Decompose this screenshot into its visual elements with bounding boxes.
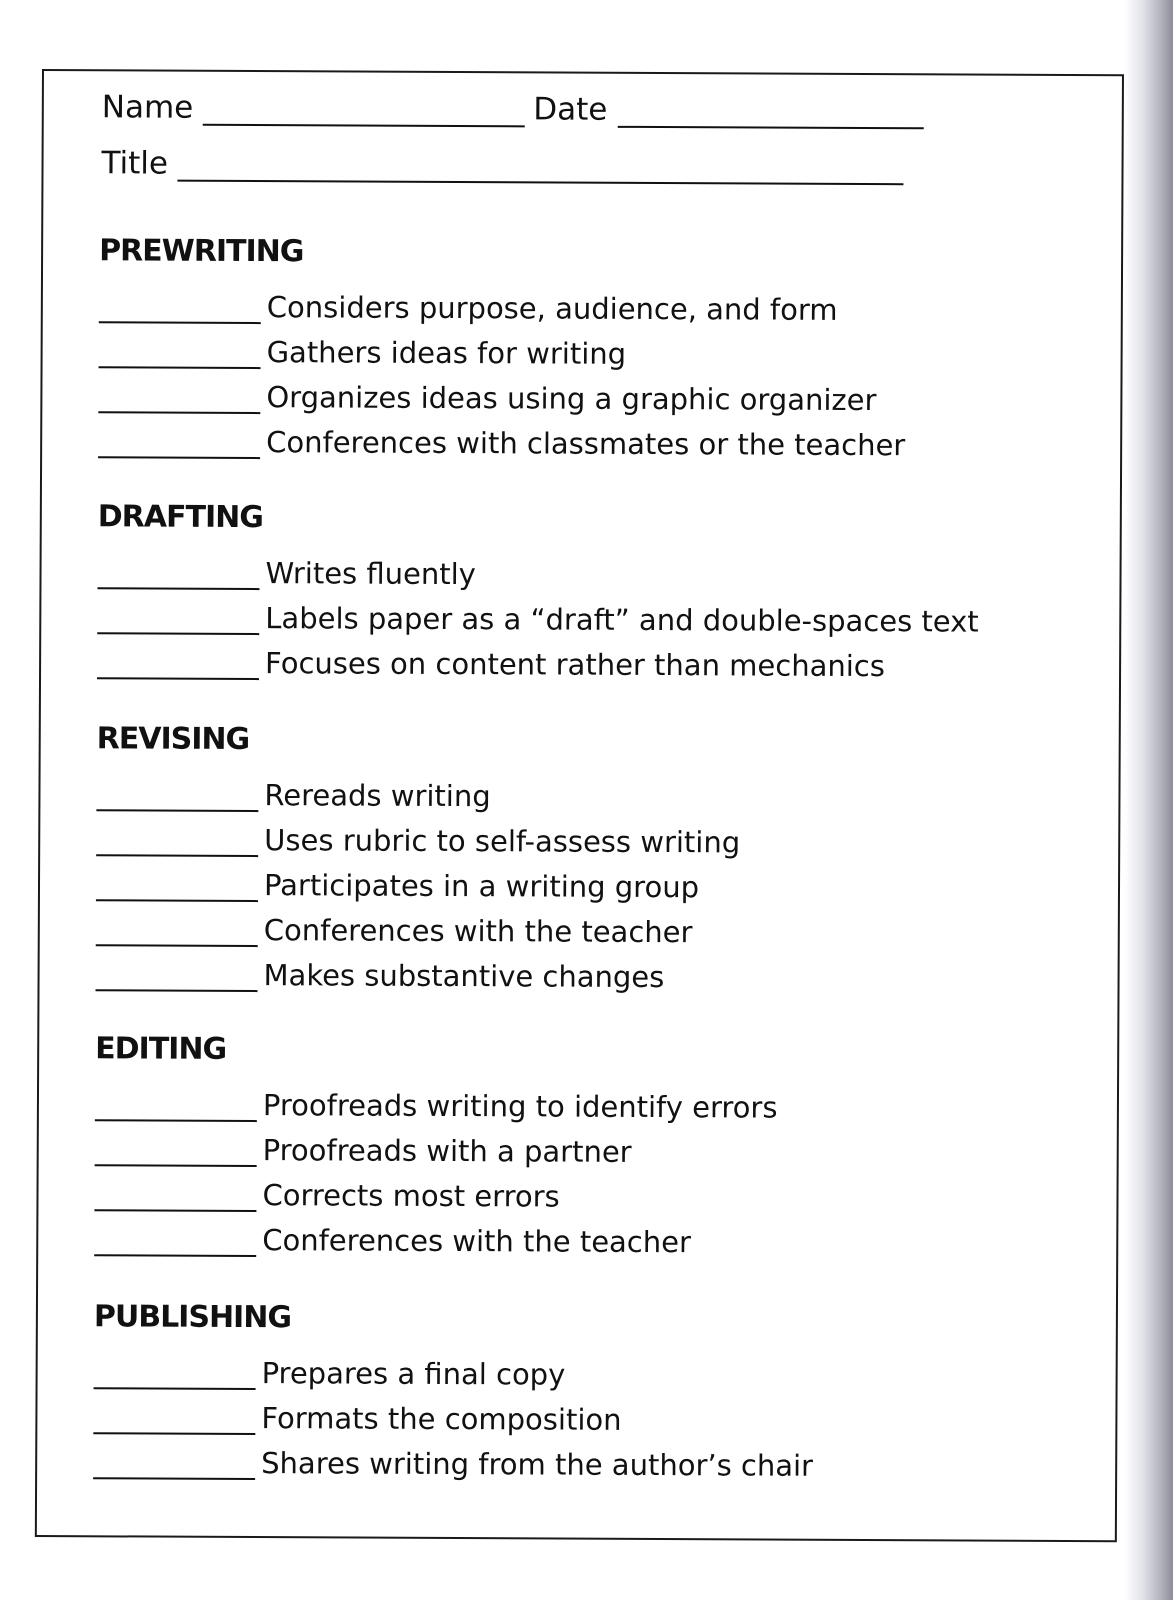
- score-blank[interactable]: [97, 647, 259, 680]
- item-label: Organizes ideas using a graphic organizer: [266, 380, 877, 418]
- list-item: [96, 901, 740, 949]
- list-item: [96, 766, 740, 814]
- score-blank[interactable]: [94, 1179, 256, 1212]
- score-blank[interactable]: [99, 336, 261, 369]
- score-blank[interactable]: [97, 557, 259, 590]
- date-label: Date: [533, 91, 608, 128]
- section-title: DRAFTING: [97, 499, 263, 536]
- title-row: [101, 145, 904, 185]
- item-label: Formats the composition: [261, 1401, 622, 1437]
- item-label: Gathers ideas for writing: [266, 335, 627, 371]
- list-item: [98, 413, 905, 462]
- list-item: [96, 856, 740, 904]
- item-label: Participates in a writing group: [263, 868, 700, 905]
- item-label: Conferences with classmates or the teacher: [266, 425, 906, 463]
- score-blank[interactable]: [94, 1357, 256, 1390]
- item-label: Conferences with the teacher: [263, 913, 693, 950]
- name-date-row: [102, 89, 924, 129]
- list-item: [98, 368, 905, 417]
- score-blank[interactable]: [96, 869, 258, 902]
- item-label: Shares writing from the author’s chair: [261, 1446, 814, 1483]
- list-item: [93, 1389, 813, 1438]
- score-blank[interactable]: [99, 291, 261, 324]
- score-blank[interactable]: [96, 779, 258, 812]
- section-editing: [94, 1031, 778, 1259]
- name-field[interactable]: [203, 98, 525, 128]
- checklist-frame: [35, 69, 1124, 1542]
- list-item: [93, 1434, 813, 1483]
- date-field[interactable]: [617, 100, 923, 129]
- section-title: EDITING: [95, 1031, 227, 1067]
- list-item: [99, 323, 906, 372]
- item-label: Rereads writing: [264, 778, 491, 814]
- score-blank[interactable]: [95, 959, 257, 992]
- list-item: [95, 946, 739, 994]
- item-label: Corrects most errors: [262, 1178, 560, 1214]
- name-label: Name: [101, 89, 194, 126]
- item-label: Writes fluently: [265, 556, 476, 592]
- item-label: Uses rubric to self-assess writing: [264, 823, 741, 860]
- score-blank[interactable]: [95, 1089, 257, 1122]
- book-spine-shadow: [1125, 0, 1173, 1600]
- list-item: [97, 634, 979, 683]
- item-label: Prepares a final copy: [261, 1356, 566, 1392]
- score-blank[interactable]: [96, 914, 258, 947]
- section-prewriting: [98, 233, 906, 462]
- item-label: Considers purpose, audience, and form: [266, 290, 838, 327]
- section-title: PUBLISHING: [93, 1299, 292, 1336]
- title-field[interactable]: [178, 154, 904, 186]
- item-label: Conferences with the teacher: [262, 1223, 692, 1260]
- item-label: Makes substantive changes: [263, 958, 665, 995]
- section-title: PREWRITING: [99, 233, 304, 270]
- section-revising: [95, 721, 740, 994]
- score-blank[interactable]: [93, 1402, 255, 1435]
- item-label: Proofreads writing to identify errors: [262, 1088, 778, 1125]
- score-blank[interactable]: [96, 824, 258, 857]
- score-blank[interactable]: [97, 602, 259, 635]
- item-label: Proofreads with a partner: [262, 1133, 632, 1169]
- score-blank[interactable]: [98, 381, 260, 414]
- section-drafting: [97, 499, 979, 683]
- list-item: [95, 1121, 778, 1169]
- list-item: [95, 1076, 778, 1124]
- score-blank[interactable]: [93, 1447, 255, 1480]
- score-blank[interactable]: [94, 1224, 256, 1257]
- score-blank[interactable]: [98, 426, 260, 459]
- list-item: [94, 1166, 777, 1214]
- list-item: [99, 278, 906, 327]
- section-publishing: [93, 1299, 814, 1483]
- score-blank[interactable]: [95, 1134, 257, 1167]
- title-label: Title: [101, 145, 169, 182]
- list-item: [97, 544, 979, 593]
- item-label: Labels paper as a “draft” and double-spaces text: [265, 601, 979, 639]
- list-item: [97, 589, 979, 638]
- list-item: [94, 1344, 814, 1393]
- list-item: [96, 811, 740, 859]
- item-label: Focuses on content rather than mechanics: [265, 646, 885, 684]
- section-title: REVISING: [96, 721, 250, 758]
- list-item: [94, 1211, 777, 1259]
